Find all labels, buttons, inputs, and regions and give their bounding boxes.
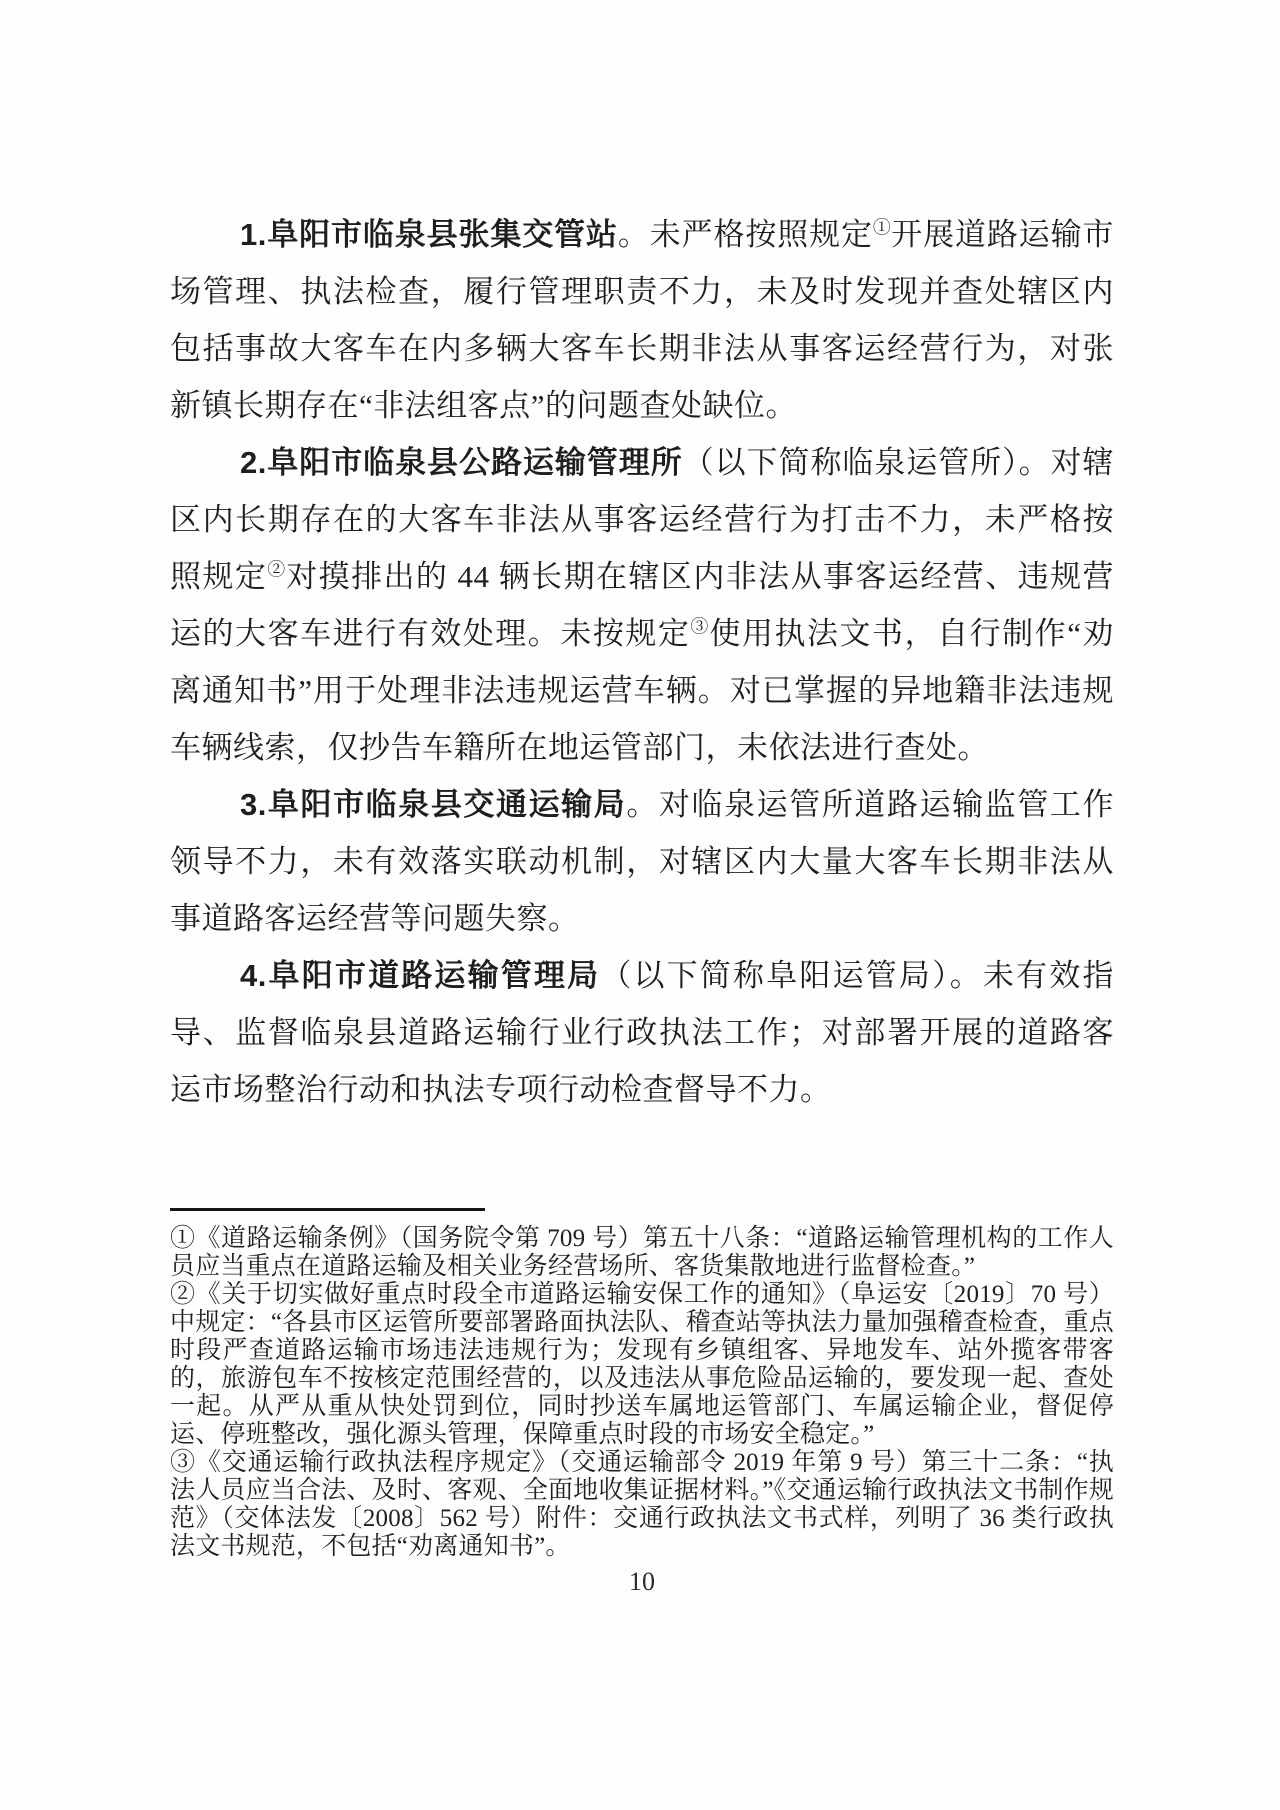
- text-run: 使用执法文书，自行制作“劝离通知书”用于处理非法违规运营车辆。对已掌握的异地籍非法违规车辆线索，仅抄告车籍所在地运管部门，未依法进行查处。: [170, 616, 1114, 765]
- text-run: 对摸排出的 44 辆长期在辖区内非法从事客运经营、违规营运的大客车进行有效处理。未按规定: [170, 559, 1115, 651]
- footnote-item: ③《交通运输行政执法程序规定》（交通运输部令 2019 年第 9 号）第三十二条：“执法人员应当合法、及时、客观、全面地收集证据材料。”《交通运输行政执法文书制作规范》（交体法发〔2008〕562 号）附件：交通行政执法文书式样，列明了 36 类行政执法文书规范，不包括“劝离通知书”。: [170, 1449, 1114, 1560]
- footnote-item: ②《关于切实做好重点时段全市道路运输安保工作的通知》（阜运安〔2019〕70 号）中规定：“各县市区运管所要部署路面执法队、稽查站等执法力量加强稽查检查，重点时段严查道路运输市场违法违规行为；发现有乡镇组客、异地发车、站外揽客带客的，旅游包车不按核定范围经营的，以及违法从事危险品运输的，要发现一起、查处一起。从严从重从快处罚到位，同时抄送车属地运管部门、车属运输企业，督促停运、停班整改，强化源头管理，保障重点时段的市场安全稳定。”: [170, 1281, 1114, 1448]
- text-run: 。对临泉运管所道路运输监管工作领导不力，未有效落实联动机制，对辖区内大量大客车长期非法从事道路客运经营等问题失察。: [170, 787, 1114, 936]
- entity-name-bold: 3.阜阳市临泉县交通运输局: [240, 787, 627, 822]
- text-run: 。未严格按照规定: [617, 217, 873, 252]
- footnote-ref-marker: ①: [872, 217, 892, 238]
- footnote-separator-rule: [170, 1208, 485, 1211]
- entity-name-bold: 2.阜阳市临泉县公路运输管理所: [240, 445, 683, 480]
- page-number: 10: [629, 1567, 655, 1596]
- footnotes: [170, 1225, 1114, 1561]
- text-run: （以下简称阜阳运管局）。未有效指导、监督临泉县道路运输行业行政执法工作；对部署开展的道路客运市场整治行动和执法专项行动检查督导不力。: [170, 958, 1115, 1107]
- text-run: 开展道路运输市场管理、执法检查，履行管理职责不力，未及时发现并查处辖区内包括事故大客车在内多辆大客车长期非法从事客运经营行为，对张新镇长期存在“非法组客点”的问题查处缺位。: [170, 217, 1115, 423]
- page-content: [170, 0, 1114, 1597]
- paragraph: [170, 776, 1114, 947]
- entity-name-bold: 1.阜阳市临泉县张集交管站: [240, 217, 618, 252]
- text-run: （以下简称临泉运管所）。对辖区内长期存在的大客车非法从事客运经营行为打击不力，未严格按照规定: [170, 445, 1115, 594]
- body-paragraphs: [170, 0, 1114, 1118]
- paragraph: [170, 434, 1114, 776]
- footnote-item: ①《道路运输条例》（国务院令第 709 号）第五十八条：“道路运输管理机构的工作人员应当重点在道路运输及相关业务经营场所、客货集散地进行监督检查。”: [170, 1225, 1114, 1280]
- footnote-ref-marker: ②: [267, 559, 287, 580]
- paragraph: [170, 206, 1114, 434]
- entity-name-bold: 4.阜阳市道路运输管理局: [240, 958, 601, 993]
- paragraph: [170, 947, 1114, 1118]
- footnote-ref-marker: ③: [690, 616, 710, 637]
